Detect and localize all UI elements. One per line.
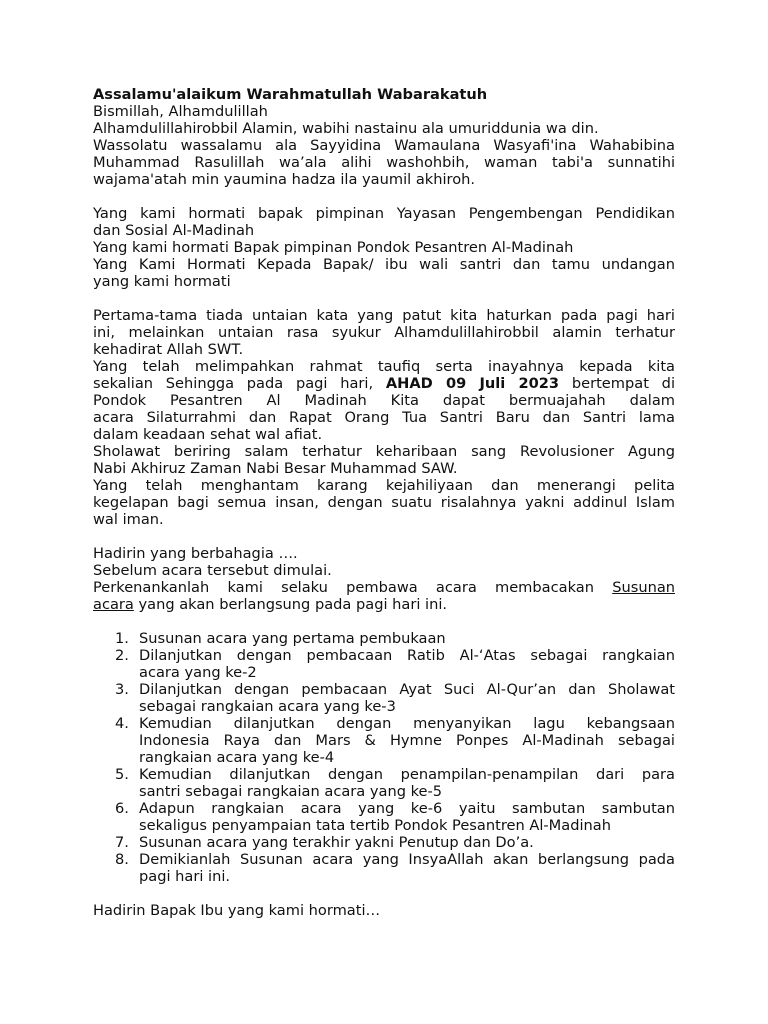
- susunan-acara-link[interactable]: acara: [93, 596, 134, 613]
- transition-line: acara yang akan berlangsung pada pagi hari ini.: [93, 596, 448, 613]
- agenda-item: 3. Dilanjutkan dengan pembacaan Ayat Suci Al-Qur’an dan Sholawat sebagai rangkaian acara yang ke-3: [115, 681, 675, 715]
- agenda-item: 5. Kemudian dilanjutkan dengan penampilan-penampilan dari para santri sebagai rangkaian acara yang ke-5: [115, 766, 675, 800]
- agenda-item: 6. Adapun rangkaian acara yang ke-6 yaitu sambutan sambutan sekaligus penyampaian tata tertib Pondok Pesantren Al-Madinah: [115, 800, 675, 834]
- opening-line: dalam keadaan sehat wal afiat.: [93, 426, 323, 443]
- closing-line: Hadirin Bapak Ibu yang kami hormati…: [93, 902, 381, 919]
- opening-line: Pertama-tama tiada untaian kata yang patut kita haturkan pada pagi hari: [93, 307, 675, 324]
- greeting-title: Assalamu'alaikum Warahmatullah Wabarakatuh: [93, 86, 488, 103]
- agenda-number: 1.: [115, 630, 129, 647]
- opening-line: kehadirat Allah SWT.: [93, 341, 244, 358]
- greeting-line: Wassolatu wassalamu ala Sayyidina Wamaulana Wasyafi'ina Wahabibina: [93, 137, 675, 154]
- honorific-line: Yang kami hormati bapak pimpinan Yayasan Pengembengan Pendidikan: [93, 205, 675, 222]
- greeting-line: Muhammad Rasulillah wa’ala alihi washohbih, waman tabi'a sunnatihi: [93, 154, 675, 171]
- transition-line: Sebelum acara tersebut dimulai.: [93, 562, 332, 579]
- greeting-line: wajama'atah min yaumina hadza ila yaumil akhiroh.: [93, 171, 476, 188]
- susunan-acara-link[interactable]: Susunan: [612, 579, 676, 596]
- transition-line: Perkenankanlah kami selaku pembawa acara membacakan Susunan: [93, 579, 676, 596]
- honorific-line: Yang kami hormati Bapak pimpinan Pondok Pesantren Al-Madinah: [93, 239, 574, 256]
- agenda-number: 8.: [115, 851, 129, 868]
- opening-line: ini, melainkan untaian rasa syukur Alhamdulillahirobbil alamin terhatur: [93, 324, 675, 341]
- agenda-item: 1. Susunan acara yang pertama pembukaan: [115, 630, 446, 647]
- agenda-number: 5.: [115, 766, 129, 783]
- greeting-line: Alhamdulillahirobbil Alamin, wabihi nastainu ala umuriddunia wa din.: [93, 120, 599, 137]
- agenda-number: 7.: [115, 834, 129, 851]
- opening-line: wal iman.: [93, 511, 164, 528]
- opening-line: acara Silaturrahmi dan Rapat Orang Tua Santri Baru dan Santri lama: [93, 409, 675, 426]
- greeting-line: Bismillah, Alhamdulillah: [93, 103, 268, 120]
- agenda-number: 2.: [115, 647, 129, 664]
- agenda-number: 6.: [115, 800, 129, 817]
- honorific-line: yang kami hormati: [93, 273, 231, 290]
- agenda-item: 2. Dilanjutkan dengan pembacaan Ratib Al-‘Atas sebagai rangkaian acara yang ke-2: [115, 647, 675, 681]
- transition-line: Hadirin yang berbahagia ….: [93, 545, 298, 562]
- opening-line: Yang telah melimpahkan rahmat taufiq serta inayahnya kepada kita: [93, 358, 675, 375]
- agenda-number: 4.: [115, 715, 129, 732]
- agenda-item: 4. Kemudian dilanjutkan dengan menyanyikan lagu kebangsaan Indonesia Raya dan Mars & Hymne Ponpes Al-Madinah sebagai rangkaian acara yang ke-4: [115, 715, 675, 766]
- agenda-list: [93, 630, 675, 885]
- agenda-number: 3.: [115, 681, 129, 698]
- opening-line: Pondok Pesantren Al Madinah Kita dapat bermuajahah dalam: [93, 392, 675, 409]
- opening-line: Nabi Akhiruz Zaman Nabi Besar Muhammad SAW.: [93, 460, 458, 477]
- opening-line: Yang telah menghantam karang kejahiliyaan dan menerangi pelita: [93, 477, 675, 494]
- agenda-item: 7. Susunan acara yang terakhir yakni Penutup dan Do’a.: [115, 834, 534, 851]
- document-page: [93, 86, 675, 919]
- opening-date-line: sekalian Sehingga pada pagi hari, AHAD 09 Juli 2023 bertempat di: [93, 375, 675, 392]
- opening-line: kegelapan bagi semua insan, dengan suatu risalahnya yakni addinul Islam: [93, 494, 675, 511]
- event-date: AHAD 09 Juli 2023: [385, 375, 560, 392]
- honorific-line: dan Sosial Al-Madinah: [93, 222, 255, 239]
- honorific-line: Yang Kami Hormati Kepada Bapak/ ibu wali santri dan tamu undangan: [93, 256, 675, 273]
- agenda-item: 8. Demikianlah Susunan acara yang InsyaAllah akan berlangsung pada pagi hari ini.: [115, 851, 675, 885]
- opening-line: Sholawat beriring salam terhatur keharibaan sang Revolusioner Agung: [93, 443, 675, 460]
